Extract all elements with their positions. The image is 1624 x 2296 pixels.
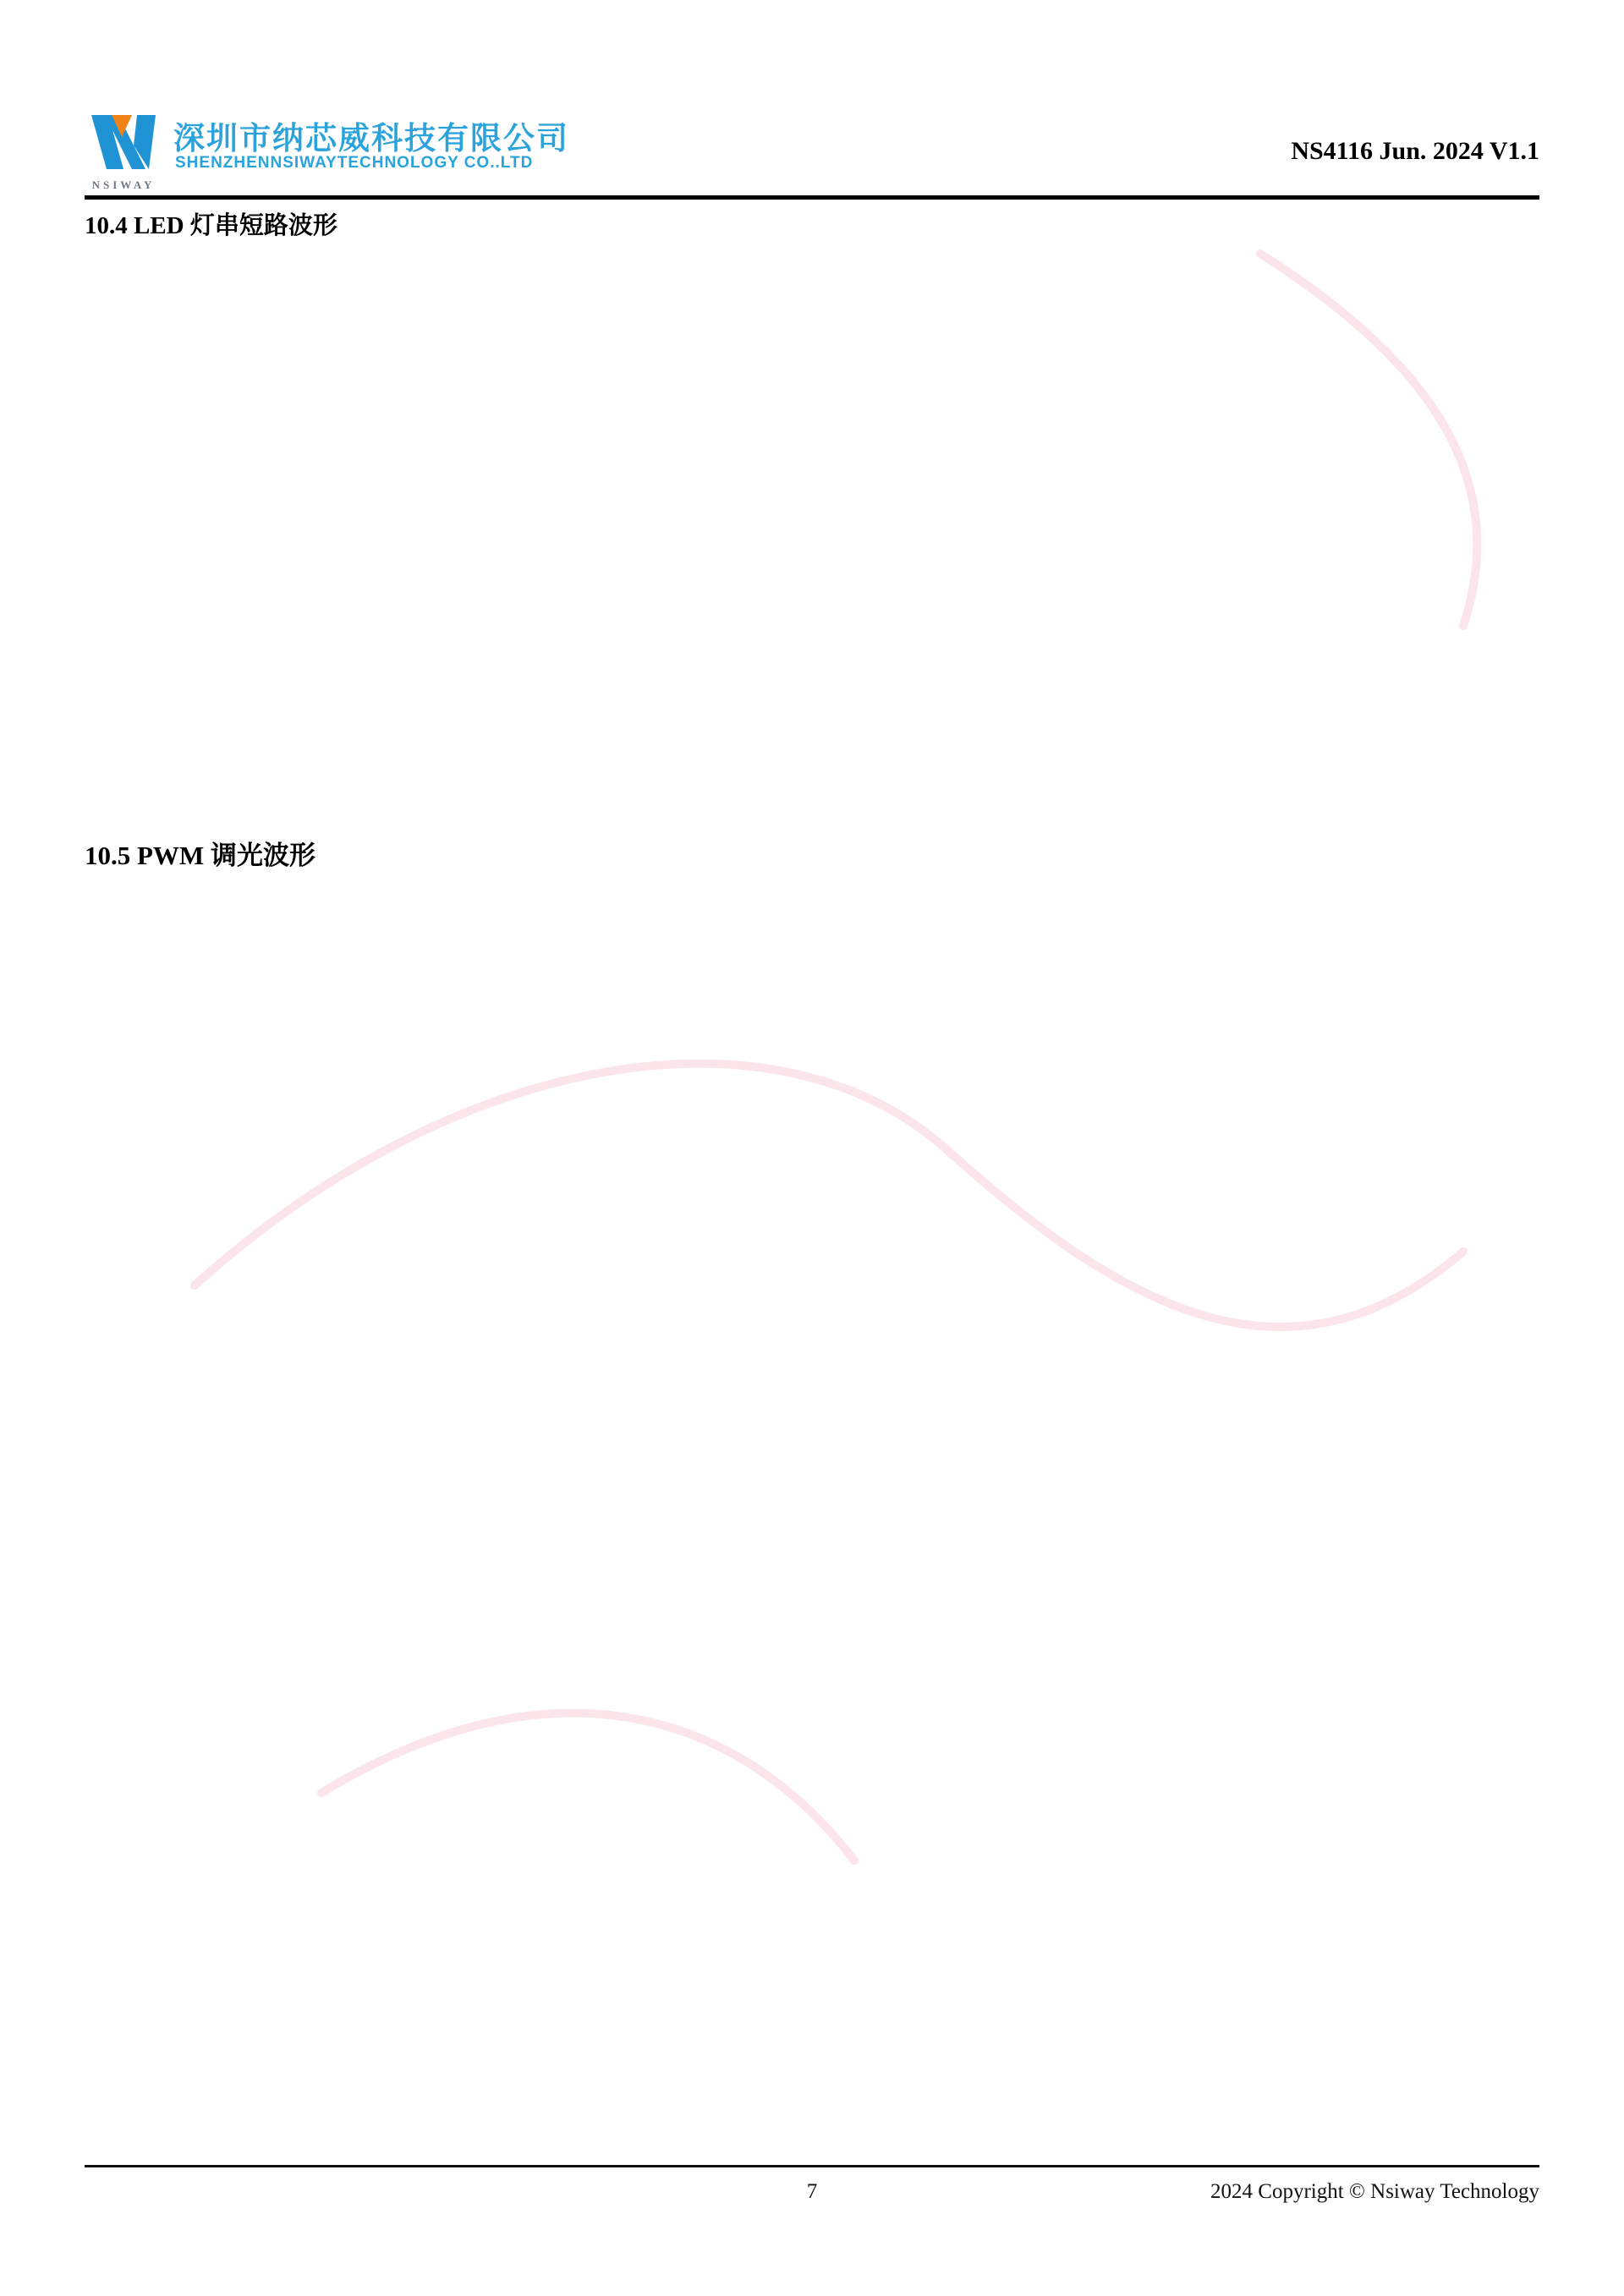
nsiway-logo-icon	[85, 110, 161, 176]
section-title-10-5: 10.5 PWM 调光波形	[85, 841, 315, 870]
footer-rule	[85, 2165, 1539, 2167]
company-logo	[85, 110, 162, 195]
doc-version: NS4116 Jun. 2024 V1.1	[1291, 137, 1539, 165]
company-name-en: SHENZHENNSIWAYTECHNOLOGY CO..LTD	[175, 154, 534, 172]
logo-text: NSIWAY	[91, 178, 156, 191]
copyright: 2024 Copyright © Nsiway Technology	[1210, 2180, 1539, 2203]
page-number: 7	[806, 2180, 818, 2203]
section-title-10-4: 10.4 LED 灯串短路波形	[85, 212, 337, 239]
company-name-cn: 深圳市纳芯威科技有限公司	[173, 121, 569, 156]
header-rule	[85, 195, 1539, 200]
